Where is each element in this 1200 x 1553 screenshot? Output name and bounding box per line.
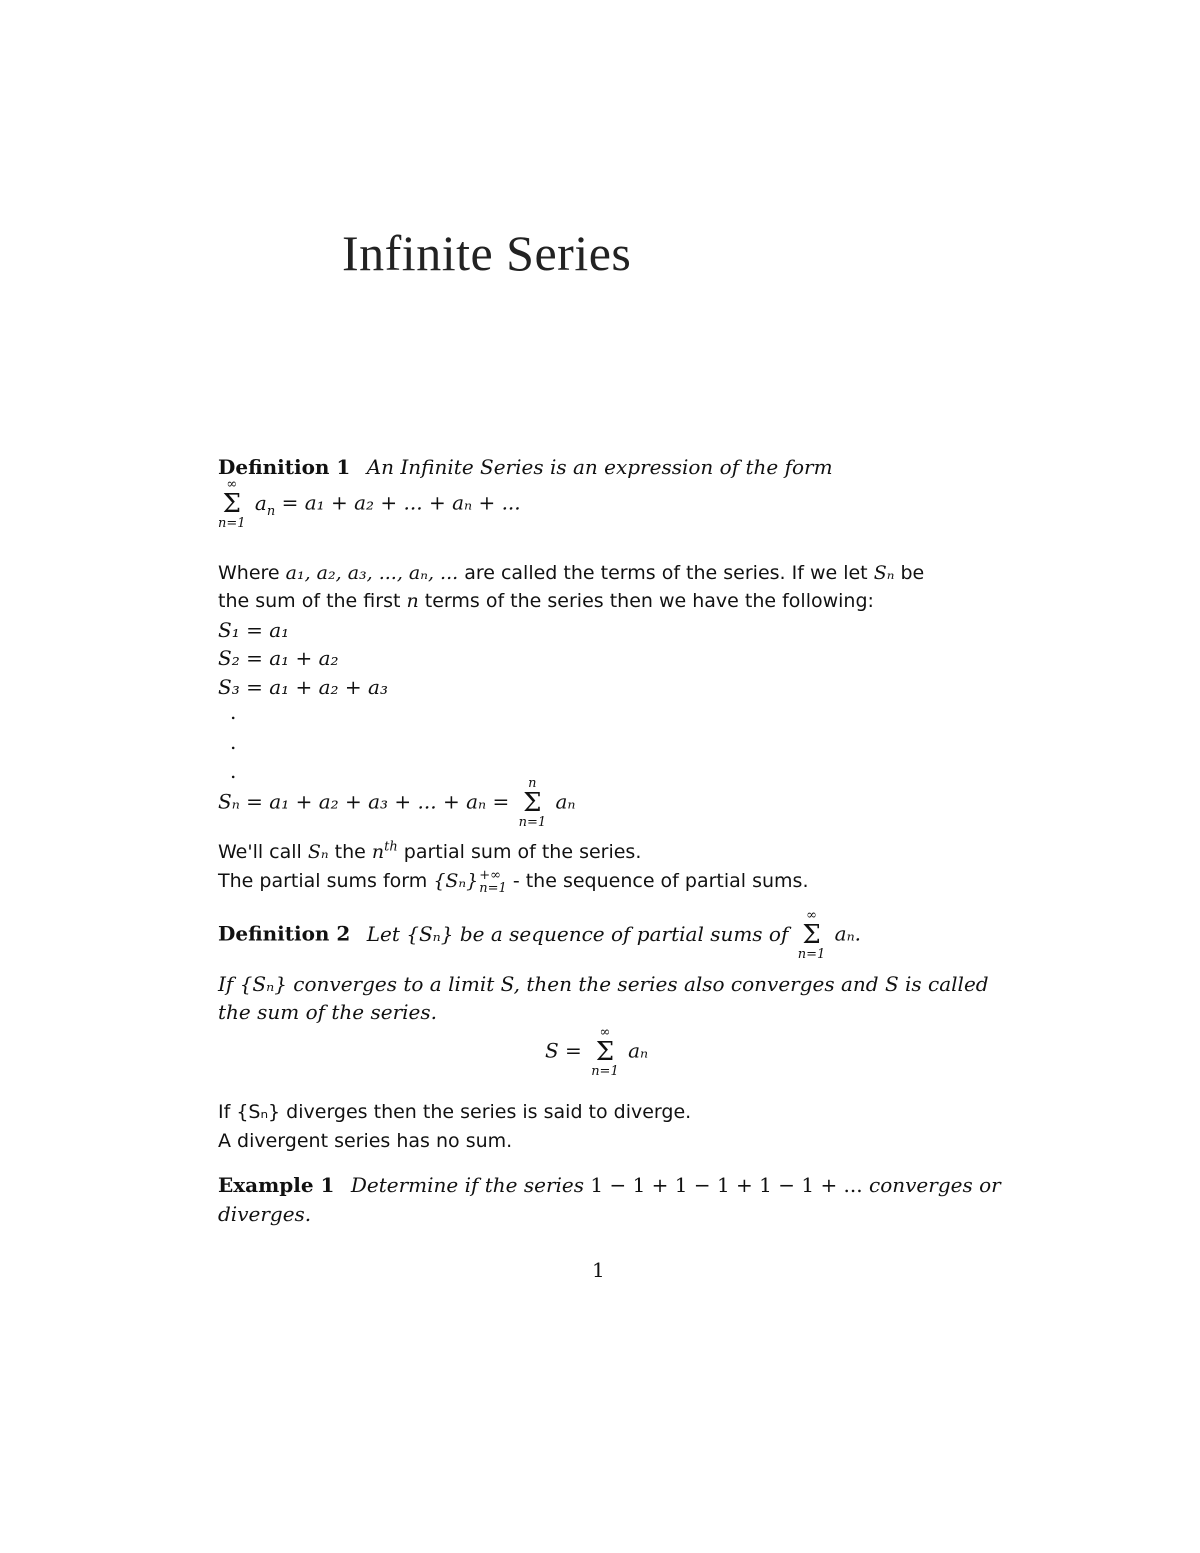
definition-1-label: Definition 1 [218,455,351,479]
partial-sum-s2: S₂ = a₁ + a₂ [218,646,339,670]
text: We'll call [218,841,302,863]
text: terms of the series then we have the following: [424,590,874,612]
nth-expression [372,841,398,863]
paragraph-3-line-1: If {Sₙ} diverges then the series is said to diverge. [218,1101,692,1123]
equation-left: S = [545,1038,582,1063]
paragraph-2-line-2 [218,869,809,895]
page-title: Infinite Series [342,225,632,281]
example-1-text: Determine if the series [350,1173,585,1197]
sn-expansion: Sₙ = a₁ + a₂ + a₃ + ... + aₙ = [218,789,510,814]
variable: n [406,590,419,612]
sum-symbol: ∞ Σ n=1 [591,1025,619,1079]
definition-1-formula [218,478,521,530]
definition-2-line-2: If {Sₙ} converges to a limit S, then the series also converges and S is called [218,972,989,996]
text: Where [218,562,280,584]
paragraph-2-line-1 [218,840,641,864]
sum-lower-limit: n=1 [591,1064,619,1079]
ellipsis-dot: . [230,759,237,783]
definition-1-text: An Infinite Series is an expression of the form [366,455,833,479]
text: the sum of the first [218,590,401,612]
subscript: n=1 [479,881,507,896]
partial-sum-s3: S₃ = a₁ + a₂ + a₃ [218,675,388,699]
definition-1-heading [218,455,833,479]
sum-upper-limit: ∞ [806,908,817,923]
ellipsis-dot: . [230,730,237,754]
superscript: th [384,839,398,855]
sequence-notation [433,868,507,896]
paragraph-1-line-1 [218,561,924,585]
definition-2-line-3: the sum of the series. [218,1000,438,1024]
ellipsis-dot: . [230,700,237,724]
text: - the sequence of partial sums. [512,870,809,892]
paragraph-3-line-2: A divergent series has no sum. [218,1130,513,1152]
variable: Sₙ [873,562,895,584]
sum-symbol: ∞ Σ n=1 [218,477,246,531]
example-1-text: converges or [869,1173,1001,1197]
partial-sum-sn [218,777,576,829]
sum-symbol: ∞ Σ n=1 [797,908,826,962]
sum-term: aₙ. [834,921,862,946]
variable: n [371,841,385,863]
display-equation [545,1026,648,1078]
example-1-heading [218,1173,1001,1197]
sum-term: aₙ [555,789,576,814]
partial-sum-s1: S₁ = a₁ [218,618,290,642]
example-1-label: Example 1 [218,1173,335,1197]
set: {Sₙ} [433,870,479,892]
formula-expansion: = a₁ + a₂ + ... + aₙ + ... [281,490,521,515]
definition-2-text: Let {Sₙ} be a sequence of partial sums of [366,921,789,946]
sum-lower-limit: n=1 [218,516,246,531]
text: The partial sums form [218,870,428,892]
text: the [334,841,366,863]
page-number: 1 [592,1258,605,1282]
sum-upper-limit: ∞ [226,477,238,492]
sum-lower-limit: n=1 [518,815,547,830]
sum-upper-limit: ∞ [599,1025,611,1040]
variable: Sₙ [307,841,329,863]
text: partial sum of the series. [403,841,642,863]
example-series: 1 − 1 + 1 − 1 + 1 − 1 + ... [590,1173,863,1197]
definition-2-heading [218,909,861,961]
sum-symbol: n Σ n=1 [518,776,547,830]
paragraph-1-line-2 [218,589,874,613]
text: are called the terms of the series. If we let [464,562,868,584]
definition-2-label: Definition 2 [218,921,351,946]
sum-upper-limit: n [528,776,537,791]
superscript: +∞ [479,868,501,883]
sum-term: aₙ [628,1038,649,1063]
formula-term: $a_n$ [254,490,276,519]
example-1-line-2: diverges. [218,1202,312,1226]
text: be [900,562,925,584]
terms-list: a₁, a₂, a₃, ..., aₙ, ... [285,562,459,584]
sum-lower-limit: n=1 [797,947,826,962]
